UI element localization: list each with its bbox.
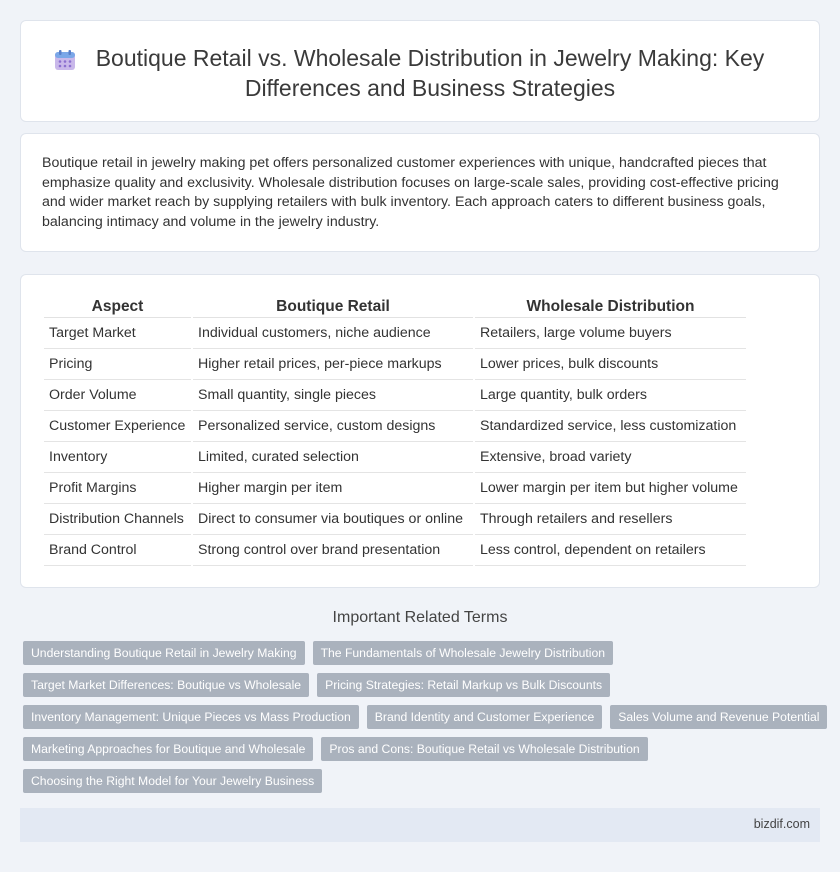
cell-wholesale: Extensive, broad variety bbox=[475, 442, 746, 473]
table-row bbox=[44, 504, 746, 535]
cell-wholesale: Lower prices, bulk discounts bbox=[475, 349, 746, 380]
cell-aspect: Pricing bbox=[44, 349, 191, 380]
header-boutique-retail: Boutique Retail bbox=[193, 296, 473, 318]
related-term-link[interactable]: Brand Identity and Customer Experience bbox=[367, 705, 603, 729]
cell-boutique: Direct to consumer via boutiques or online bbox=[193, 504, 473, 535]
footer-site-link[interactable]: bizdif.com bbox=[753, 817, 810, 831]
cell-boutique: Personalized service, custom designs bbox=[193, 411, 473, 442]
cell-wholesale: Standardized service, less customization bbox=[475, 411, 746, 442]
related-term-link[interactable]: Understanding Boutique Retail in Jewelry Making bbox=[23, 641, 305, 665]
related-terms-title: Important Related Terms bbox=[332, 609, 508, 626]
cell-wholesale: Less control, dependent on retailers bbox=[475, 535, 746, 566]
cell-boutique: Limited, curated selection bbox=[193, 442, 473, 473]
cell-wholesale: Through retailers and resellers bbox=[475, 504, 746, 535]
table-row bbox=[44, 318, 746, 349]
table-row bbox=[44, 411, 746, 442]
intro-card bbox=[20, 133, 820, 252]
cell-aspect: Inventory bbox=[44, 442, 191, 473]
related-term-link[interactable]: Sales Volume and Revenue Potential bbox=[610, 705, 827, 729]
cell-aspect: Customer Experience bbox=[44, 411, 191, 442]
related-term-link[interactable]: Choosing the Right Model for Your Jewelry Business bbox=[23, 769, 322, 793]
table-row bbox=[44, 535, 746, 566]
cell-aspect: Brand Control bbox=[44, 535, 191, 566]
cell-aspect: Target Market bbox=[44, 318, 191, 349]
related-terms-list bbox=[23, 641, 823, 801]
table-row bbox=[44, 380, 746, 411]
header-aspect: Aspect bbox=[44, 296, 191, 318]
related-term-link[interactable]: Marketing Approaches for Boutique and Wholesale bbox=[23, 737, 313, 761]
cell-aspect: Distribution Channels bbox=[44, 504, 191, 535]
title-card bbox=[20, 20, 820, 122]
table-row bbox=[44, 442, 746, 473]
header-wholesale-distribution: Wholesale Distribution bbox=[475, 296, 746, 318]
related-term-link[interactable]: Target Market Differences: Boutique vs Wholesale bbox=[23, 673, 309, 697]
cell-aspect: Order Volume bbox=[44, 380, 191, 411]
related-term-link[interactable]: Pros and Cons: Boutique Retail vs Wholesale Distribution bbox=[321, 737, 647, 761]
cell-wholesale: Large quantity, bulk orders bbox=[475, 380, 746, 411]
cell-boutique: Strong control over brand presentation bbox=[193, 535, 473, 566]
related-term-link[interactable]: The Fundamentals of Wholesale Jewelry Distribution bbox=[313, 641, 614, 665]
intro-paragraph: Boutique retail in jewelry making pet offers personalized customer experiences with unique, handcrafted pieces that emphasize quality and exclusivity. Wholesale distribution focuses on large-scale sales, providing cost-effective pricing and wider market reach by supplying retailers with bulk inventory. Each approach caters to different business goals, balancing intimacy and volume in the jewelry industry. bbox=[42, 155, 779, 230]
table-row bbox=[44, 349, 746, 380]
comparison-table bbox=[42, 296, 748, 566]
related-term-link[interactable]: Pricing Strategies: Retail Markup vs Bulk Discounts bbox=[317, 673, 610, 697]
table-header-row bbox=[44, 296, 746, 318]
table-row bbox=[44, 473, 746, 504]
cell-wholesale: Lower margin per item but higher volume bbox=[475, 473, 746, 504]
comparison-table-card bbox=[20, 274, 820, 588]
cell-boutique: Individual customers, niche audience bbox=[193, 318, 473, 349]
cell-boutique: Higher margin per item bbox=[193, 473, 473, 504]
cell-boutique: Higher retail prices, per-piece markups bbox=[193, 349, 473, 380]
cell-wholesale: Retailers, large volume buyers bbox=[475, 318, 746, 349]
page-title: Boutique Retail vs. Wholesale Distribution in Jewelry Making: Key Differences and Business Strategies bbox=[95, 45, 765, 101]
cell-aspect: Profit Margins bbox=[44, 473, 191, 504]
cell-boutique: Small quantity, single pieces bbox=[193, 380, 473, 411]
footer bbox=[20, 808, 820, 842]
related-term-link[interactable]: Inventory Management: Unique Pieces vs Mass Production bbox=[23, 705, 359, 729]
